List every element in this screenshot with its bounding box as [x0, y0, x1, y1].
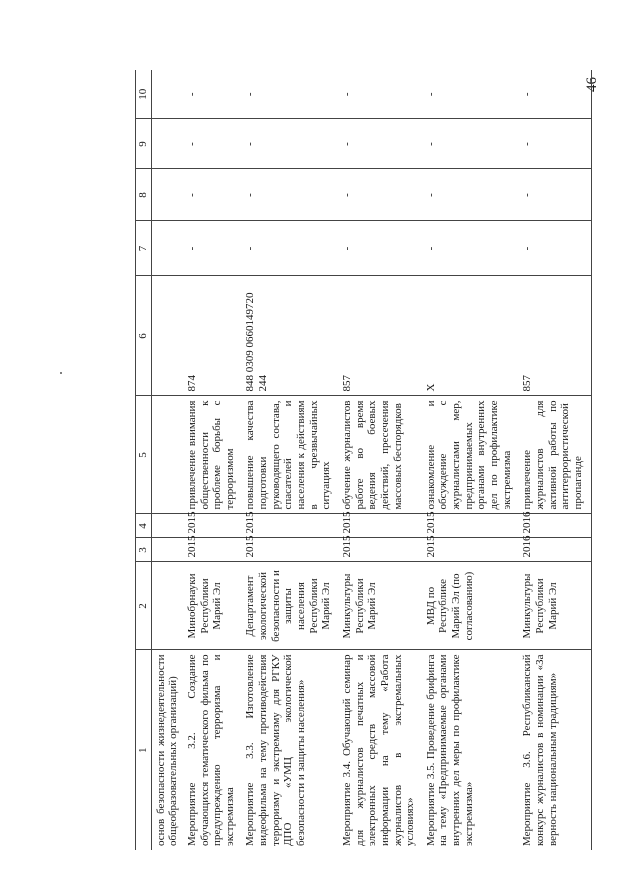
- start-year-cell: 2016: [519, 538, 591, 562]
- value-cell: -: [423, 169, 519, 221]
- value-cell: -: [184, 221, 243, 276]
- col-header: 3: [136, 538, 152, 562]
- event-cell: Мероприятие 3.5. Проведение брифинга на тему «Предпринимаемые органами внутренних дел меры по профилактике экстремизма»: [424, 654, 475, 846]
- col-header: 7: [136, 221, 152, 276]
- table-row: [519, 70, 591, 850]
- value-cell: -: [519, 221, 591, 276]
- col-header: 9: [136, 119, 152, 169]
- event-cell: Мероприятие 3.2. Создание обучающихся тематического фильма по предупреждению терроризма и экстремизма: [185, 654, 236, 846]
- value-cell: -: [242, 70, 338, 119]
- event-cell: Мероприятие 3.6. Республиканский конкурс журналистов в номинации «За верность национальным традициям»: [519, 650, 591, 850]
- value-cell: -: [339, 119, 423, 169]
- col-header: 2: [136, 562, 152, 650]
- table-row: [339, 70, 423, 850]
- table-row: [423, 70, 519, 850]
- value-cell: -: [242, 169, 338, 221]
- value-cell: -: [423, 119, 519, 169]
- value-cell: -: [242, 119, 338, 169]
- executor-cell: Минкультуры Республики Марий Эл: [519, 562, 591, 650]
- result-cell: обучение журналистов работе во время ведения боевых действий, пресечения массовых беспорядков: [339, 396, 423, 514]
- code-cell: 848 0309 0660149720 244: [242, 276, 338, 396]
- col-header: 6: [136, 276, 152, 396]
- executor-cell: Минкультуры Республики Марий Эл: [339, 562, 423, 650]
- table-row: [242, 70, 338, 850]
- code-cell: 857: [339, 276, 423, 396]
- end-year-cell: 2015: [423, 514, 519, 538]
- code-cell: 857: [519, 276, 591, 396]
- column-number-row: [136, 70, 152, 850]
- table-row: [184, 70, 243, 850]
- document-sheet: [135, 70, 590, 850]
- value-cell: -: [519, 119, 591, 169]
- value-cell: -: [423, 221, 519, 276]
- result-cell: привлечение журналистов для активной работы по антитеррористической пропаганде: [519, 396, 591, 514]
- page-number: 46: [584, 77, 600, 92]
- continuation-text: основ безопасности жизнедеятельности общеобразовательных организаций): [154, 654, 180, 846]
- code-cell: X: [423, 276, 519, 396]
- value-cell: -: [339, 70, 423, 119]
- value-cell: -: [519, 169, 591, 221]
- continuation-row: [151, 70, 184, 850]
- start-year-cell: 2015: [423, 538, 519, 562]
- value-cell: -: [519, 70, 591, 119]
- value-cell: -: [339, 221, 423, 276]
- value-cell: -: [339, 169, 423, 221]
- scan-speck: [60, 372, 62, 374]
- start-year-cell: 2015: [184, 538, 243, 562]
- event-cell: Мероприятие 3.3. Изготовление видеофильма на тему противодействия терроризму и экстремизму для РГКУ ДПО «УМЦ экологической безопасности и защиты населения»: [244, 654, 308, 846]
- event-cell: Мероприятие 3.4. Обучающий семинар для журналистов печатных и электронных средств массовой информации на тему «Работа журналистов в экстремальных условиях»: [340, 654, 417, 846]
- executor-cell: МВД по Республике Марий Эл (по согласованию): [423, 562, 519, 650]
- result-cell: ознакомление и обсуждение с журналистами мер, предпринимаемых органами внутренних дел по профилактике экстремизма: [423, 396, 519, 514]
- col-header: 10: [136, 70, 152, 119]
- start-year-cell: 2015: [242, 538, 338, 562]
- start-year-cell: 2015: [339, 538, 423, 562]
- value-cell: -: [184, 169, 243, 221]
- col-header: 5: [136, 396, 152, 514]
- col-header: 1: [136, 650, 152, 850]
- result-cell: привлечение внимания общественности к проблеме борьбы с терроризмом: [184, 396, 243, 514]
- result-cell: повышение качества подготовки руководящего состава, спасателей и населения к действиям в чрезвычайных ситуациях: [242, 396, 338, 514]
- value-cell: -: [242, 221, 338, 276]
- value-cell: -: [184, 119, 243, 169]
- value-cell: -: [184, 70, 243, 119]
- executor-cell: Департамент экологической безопасности и защиты населения Республики Марий Эл: [242, 562, 338, 650]
- col-header: 8: [136, 169, 152, 221]
- end-year-cell: 2016: [519, 514, 591, 538]
- col-header: 4: [136, 514, 152, 538]
- end-year-cell: 2015: [339, 514, 423, 538]
- end-year-cell: 2015: [242, 514, 338, 538]
- end-year-cell: 2015: [184, 514, 243, 538]
- measures-table: [135, 70, 592, 850]
- code-cell: 874: [184, 276, 243, 396]
- value-cell: -: [423, 70, 519, 119]
- executor-cell: Минобрнауки Республики Марий Эл: [184, 562, 243, 650]
